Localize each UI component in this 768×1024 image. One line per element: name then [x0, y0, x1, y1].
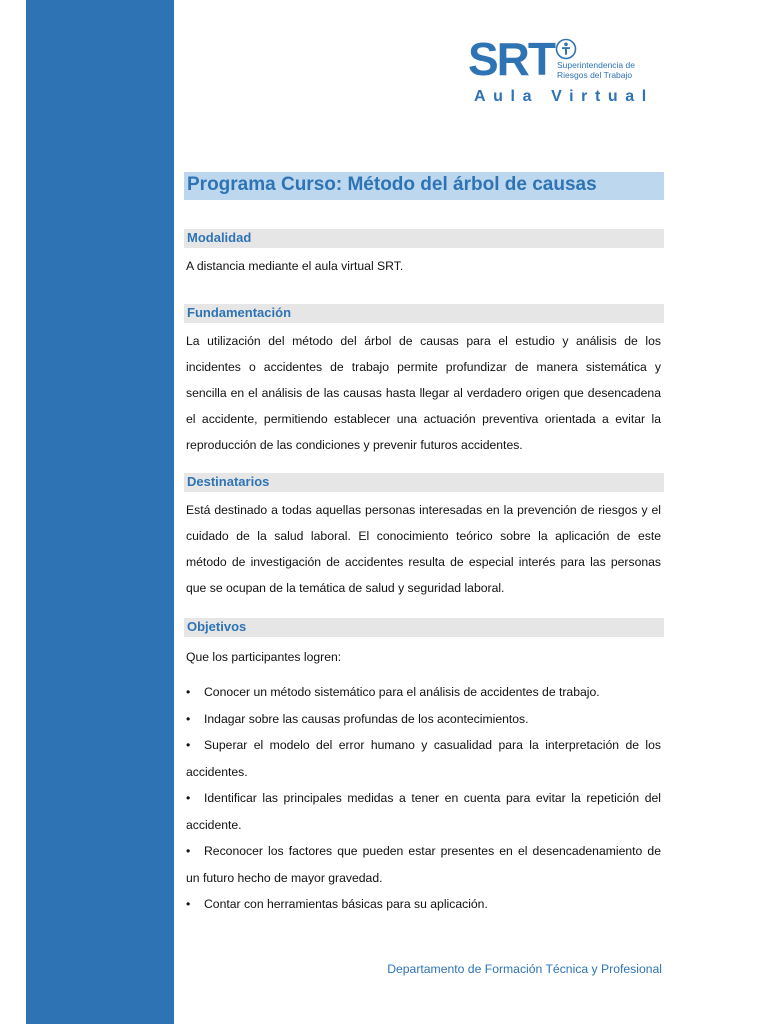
section-heading-fundamentacion: Fundamentación [184, 304, 664, 323]
footer-department: Departamento de Formación Técnica y Profesional [387, 962, 662, 976]
logo-wordmark: SRT [468, 33, 554, 85]
logo-subtitle: Superintendencia de Riesgos del Trabajo [557, 60, 635, 80]
srt-emblem-icon [555, 38, 577, 60]
list-item: • Contar con herramientas básicas para su aplicación. [186, 891, 661, 918]
section-body-modalidad: A distancia mediante el aula virtual SRT. [186, 259, 404, 273]
sidebar-band [26, 0, 174, 1024]
logo-tagline: Aula Virtual [474, 88, 654, 105]
list-item: • Superar el modelo del error humano y casualidad para la interpretación de los accidentes. [186, 732, 661, 785]
bullet-icon: • [186, 738, 191, 752]
bullet-icon: • [186, 711, 191, 726]
section-body-fundamentacion: La utilización del método del árbol de causas para el estudio y análisis de los incidentes o accidentes de trabajo permite profundizar de manera sistemática y sencilla en el análisis de las causas hasta llegar al verdadero origen que desencadena el accidente, permitiendo establecer una actuación preventiva orientada a evitar la reproducción de las condiciones y prevenir futuros accidentes. [186, 334, 661, 452]
bullet-icon: • [186, 791, 191, 805]
document-title: Programa Curso: Método del árbol de causas [187, 174, 597, 195]
srt-logo [468, 33, 668, 110]
objetivos-list [186, 679, 661, 918]
objetivos-intro: Que los participantes logren: [186, 650, 342, 664]
list-item: • Identificar las principales medidas a tener en cuenta para evitar la repetición del accidente. [186, 785, 661, 838]
bullet-icon: • [186, 897, 191, 911]
list-item: • Conocer un método sistemático para el análisis de accidentes de trabajo. [186, 679, 661, 706]
bullet-icon: • [186, 844, 191, 858]
section-heading-objetivos: Objetivos [184, 618, 664, 637]
section-body-destinatarios: Está destinado a todas aquellas personas interesadas en la prevención de riesgos y el cuidado de la salud laboral. El conocimiento teórico sobre la aplicación de este método de investigación de accidentes resulta de especial interés para las personas que se ocupan de la temática de salud y seguridad laboral. [186, 503, 661, 595]
section-heading-modalidad: Modalidad [184, 229, 664, 248]
list-item: • Reconocer los factores que pueden estar presentes en el desencadenamiento de un futuro hecho de mayor gravedad. [186, 838, 661, 891]
list-item: • Indagar sobre las causas profundas de los acontecimientos. [186, 706, 661, 733]
bullet-icon: • [186, 685, 191, 699]
document-title-bar [184, 172, 664, 200]
section-heading-destinatarios: Destinatarios [184, 473, 664, 492]
